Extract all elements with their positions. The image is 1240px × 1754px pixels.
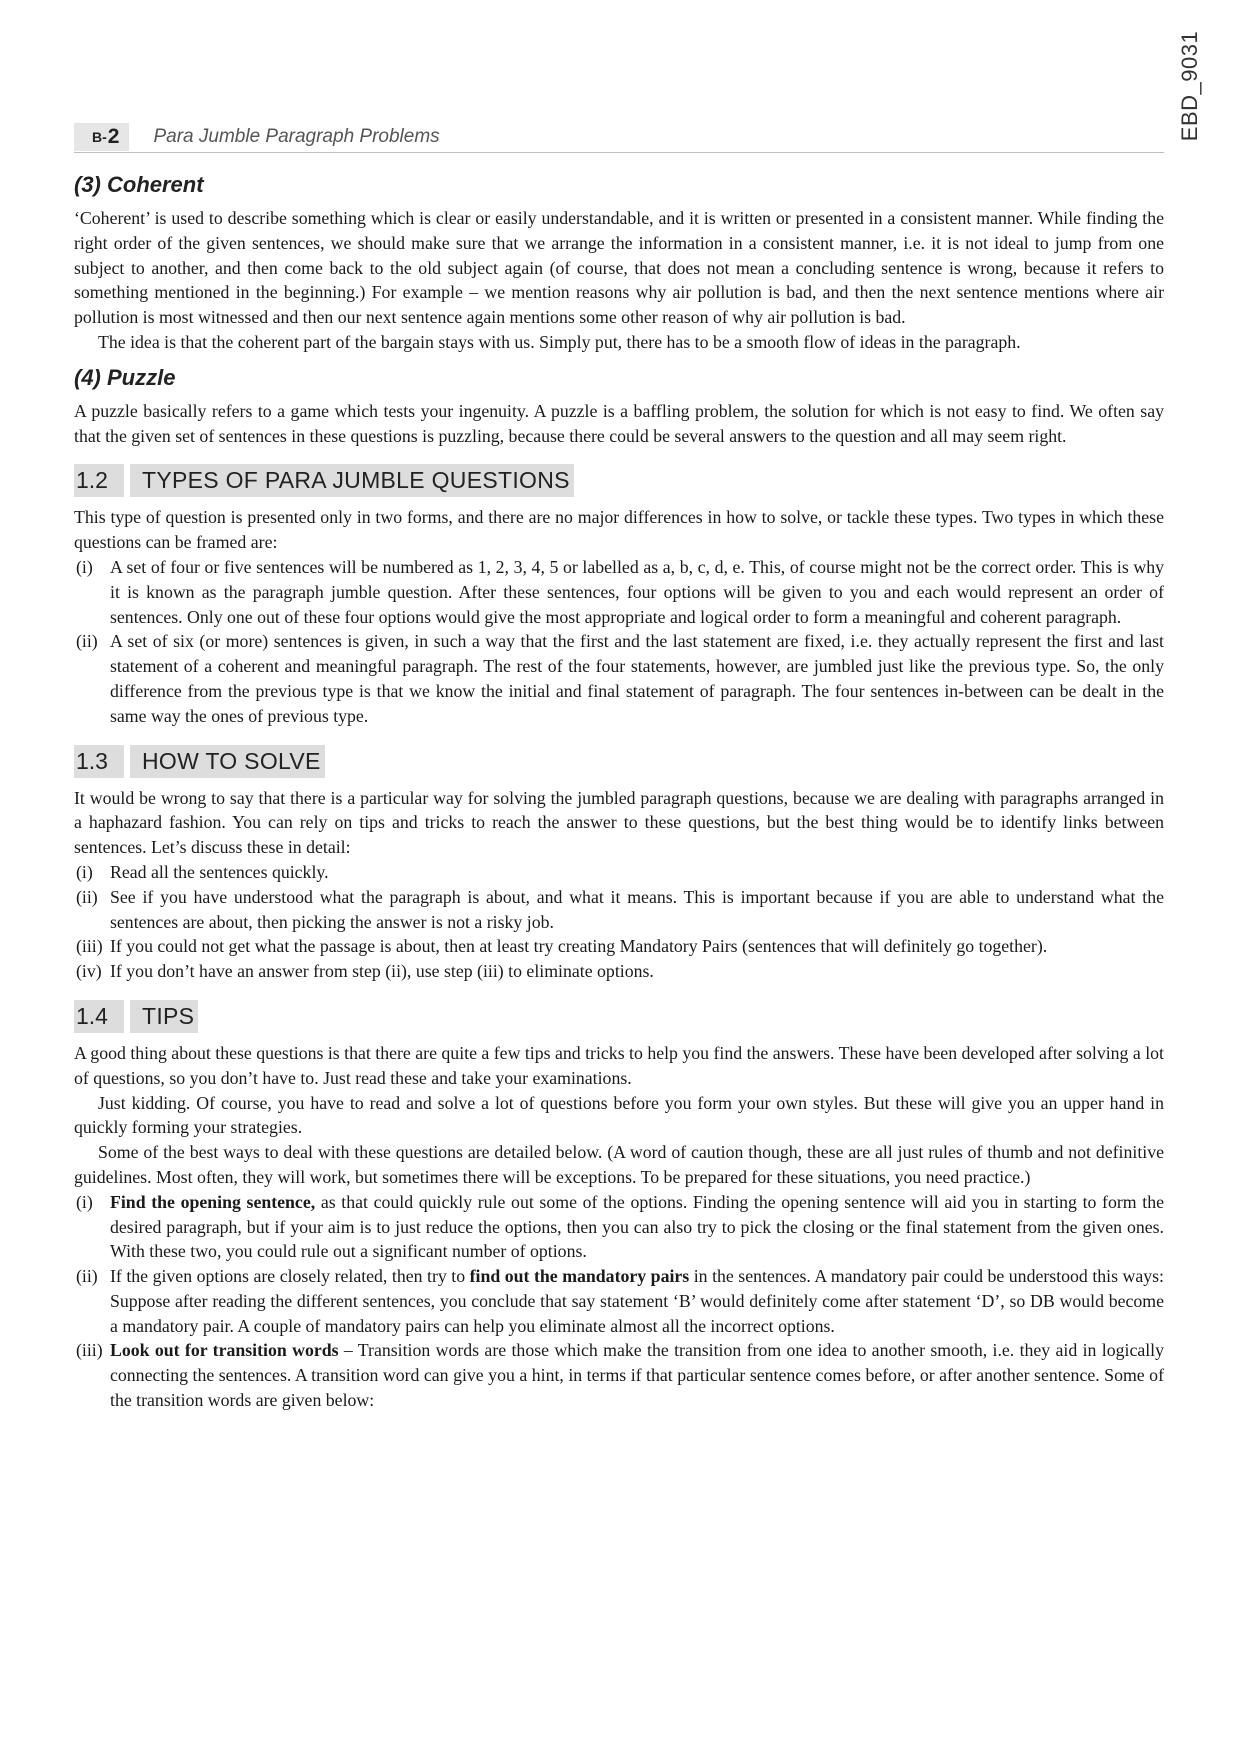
list-item-text: If you don’t have an answer from step (ii), use step (iii) to eliminate options. <box>110 961 654 982</box>
tips-paragraph-1: A good thing about these questions is that there are quite a few tips and tricks to help you find the answers. These have been developed after solving a lot of questions, so you don’t have to. Just read these and take your examinations. <box>74 1042 1164 1088</box>
puzzle-paragraph: A puzzle basically refers to a game which tests your ingenuity. A puzzle is a baffling problem, the solution for which is not easy to find. We often say that the given set of sentences in these questions is puzzling, because there could be several answers to the question and all may seem right. <box>74 400 1164 446</box>
list-item <box>74 1264 1164 1338</box>
list-item-text: A set of six (or more) sentences is given, in such a way that the first and the last statement are fixed, i.e. they actually represent the first and last statement of a coherent and meaningful paragraph. The rest of the four statements, however, are jumbled just like the previous type. So, the only difference from the previous type is that we know the initial and final statement of paragraph. The four sentences in-between can be dealt in the same way the ones of previous type. <box>110 631 1164 726</box>
section-heading-types <box>74 464 1164 497</box>
section-title: HOW TO SOLVE <box>130 745 325 778</box>
solve-intro: It would be wrong to say that there is a particular way for solving the jumbled paragraph questions, because we are dealing with paragraphs arranged in a haphazard fashion. You can rely on tips and tricks to reach the answer to these questions, but the best thing would be to identify links between sentences. Let’s discuss these in detail: <box>74 787 1164 858</box>
types-list <box>74 555 1164 729</box>
puzzle-heading: (4) Puzzle <box>74 364 176 390</box>
list-marker: (iii) <box>76 1340 103 1361</box>
list-item-text <box>110 1264 1164 1338</box>
list-marker: (ii) <box>76 631 98 652</box>
page-number-box <box>74 123 129 151</box>
list-item <box>74 555 1164 629</box>
solve-list <box>74 860 1164 984</box>
section-heading-tips <box>74 1000 1164 1033</box>
page-prefix: B- <box>92 129 107 145</box>
list-marker: (i) <box>76 1191 93 1212</box>
coherent-paragraph-2: The idea is that the coherent part of the bargain stays with us. Simply put, there has to be a smooth flow of ideas in the paragraph. <box>98 331 1021 352</box>
list-item <box>74 1190 1164 1264</box>
list-item <box>74 860 1164 885</box>
tips-paragraph-3: Some of the best ways to deal with these questions are detailed below. (A word of caution though, these are all just rules of thumb and not definitive guidelines. Most often, they will work, but sometimes there will be exceptions. To be prepared for these situations, you need practice.) <box>74 1142 1164 1187</box>
tips-list <box>74 1190 1164 1413</box>
item-body: as that could quickly rule out some of the options. Finding the opening sentence will aid you in starting to form the desired paragraph, but if your aim is to just reduce the options, then you can also try to pick the closing or the final statement from the given ones. With these two, you could rule out a significant number of options. <box>110 1191 1164 1262</box>
list-marker: (i) <box>76 556 93 577</box>
section-number: 1.4 <box>74 1000 124 1033</box>
section-title: TYPES OF PARA JUMBLE QUESTIONS <box>130 464 574 497</box>
running-title: Para Jumble Paragraph Problems <box>153 126 440 147</box>
list-item-text: Read all the sentences quickly. <box>110 861 329 882</box>
coherent-heading: (3) Coherent <box>74 172 204 197</box>
item-body-lead: If the given options are closely related, then try to <box>110 1266 470 1287</box>
running-header <box>74 122 1164 153</box>
list-item-text: If you could not get what the passage is about, then at least try creating Mandatory Pairs (sentences that will definitely go together). <box>110 936 1048 957</box>
section-heading-solve <box>74 745 1164 778</box>
types-intro: This type of question is presented only in two forms, and there are no major differences in how to solve, or tackle these types. Two types in which these questions can be framed are: <box>74 507 1164 553</box>
section-title: TIPS <box>130 1000 198 1033</box>
list-item <box>74 934 1164 959</box>
list-item-text <box>110 1190 1164 1264</box>
list-item <box>74 885 1164 935</box>
list-item-text: See if you have understood what the paragraph is about, and what it means. This is important because if you are able to understand what the sentences are about, then picking the answer is not a risky job. <box>110 886 1164 932</box>
page-number: 2 <box>107 125 120 148</box>
section-number: 1.3 <box>74 745 124 778</box>
list-marker: (ii) <box>76 886 98 907</box>
list-item <box>74 1338 1164 1412</box>
emphasis-text: find out the mandatory pairs <box>469 1266 690 1287</box>
document-code <box>1168 30 1212 142</box>
emphasis-text: Look out for transition words <box>110 1340 339 1361</box>
list-marker: (ii) <box>76 1266 98 1287</box>
item-body: in the sentences. A mandatory pair could be understood this ways: Suppose after reading the different sentences, you conclude that say statement ‘B’ would definitely come after statement ‘D’, so DB would become a mandatory pair. A couple of mandatory pairs can help you eliminate almost all the incorrect options. <box>110 1266 1165 1336</box>
item-body: – Transition words are those which make the transition from one idea to another smooth, i.e. they aid in logically connecting the sentences. A transition word can give you a hint, in terms if that particular sentence comes before, or after another sentence. Some of the transition words are given below: <box>110 1340 1164 1411</box>
list-item-text: A set of four or five sentences will be numbered as 1, 2, 3, 4, 5 or labelled as a, b, c, d, e. This, of course might not be the correct order. This is why it is known as the paragraph jumble question. After these sentences, four options will be given to you and each would represent an order of sentences. Only one out of these four options would give the most appropriate and logical order to form a meaningful and coherent paragraph. <box>110 556 1164 627</box>
document-code-text: EBD_9031 <box>1177 30 1202 142</box>
section-number: 1.2 <box>74 464 124 497</box>
list-item <box>74 629 1164 728</box>
list-item-text <box>110 1338 1164 1412</box>
coherent-paragraph-1: ‘Coherent’ is used to describe something which is clear or easily understandable, and it is written or presented in a consistent manner. While finding the right order of the given sentences, we should make sure that we arrange the information in a consistent manner, i.e. it is not ideal to jump from one subject to another, and then come back to the old subject again (of course, that does not mean a concluding sentence is wrong, because it refers to something mentioned in the beginning.) For example – we mention reasons why air pollution is bad, and then the next sentence mentions where air pollution is most witnessed and then our next sentence again mentions some other reason of why air pollution is bad. <box>74 208 1164 328</box>
list-marker: (iv) <box>76 961 102 982</box>
page-content <box>74 172 1164 1413</box>
tips-paragraph-2: Just kidding. Of course, you have to read and solve a lot of questions before you form your own styles. But these will give you an upper hand in quickly forming your strategies. <box>74 1092 1164 1138</box>
list-marker: (iii) <box>76 936 103 957</box>
list-marker: (i) <box>76 861 93 882</box>
list-item <box>74 959 1164 984</box>
emphasis-text: Find the opening sentence, <box>110 1191 316 1212</box>
